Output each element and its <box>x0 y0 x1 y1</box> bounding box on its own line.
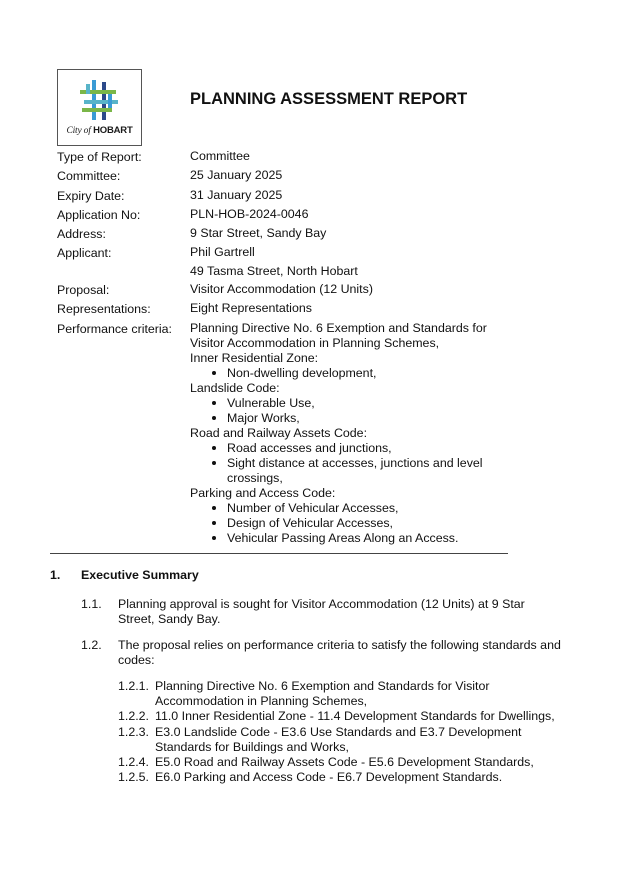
paragraph-line: The proposal relies on performance criteria to satisfy the following standards and <box>118 638 561 652</box>
meta-label: Performance criteria: <box>57 321 172 336</box>
meta-label: Representations: <box>57 302 151 317</box>
criteria-bullet-item: Vulnerable Use, <box>190 396 537 411</box>
standard-item-text <box>155 755 580 770</box>
paragraph-text <box>118 597 580 627</box>
standard-item-line: E5.0 Road and Railway Assets Code - E5.6 Development Standards, <box>155 755 534 770</box>
paragraph-line: codes: <box>118 653 155 667</box>
standard-item <box>118 725 580 755</box>
meta-value <box>190 186 537 205</box>
meta-value-line: Phil Gartrell <box>190 245 255 260</box>
criteria-line: crossings, <box>227 470 283 485</box>
meta-row <box>57 147 537 166</box>
meta-value-line: Eight Representations <box>190 301 312 316</box>
meta-value-line: PLN-HOB-2024-0046 <box>190 206 309 221</box>
criteria-line: Road and Railway Assets Code: <box>190 425 368 440</box>
standard-item-number: 1.2.1. <box>118 679 150 693</box>
criteria-bullet-item: Number of Vehicular Accesses, <box>190 501 537 516</box>
paragraph-line: Planning approval is sought for Visitor Accommodation (12 Units) at 9 Star <box>118 597 525 611</box>
meta-value <box>190 243 537 280</box>
standard-item-number: 1.2.2. <box>118 709 150 724</box>
criteria-bullet-item: Major Works, <box>190 411 537 426</box>
section-number: 1. <box>50 568 61 582</box>
performance-criteria-row <box>57 319 537 546</box>
meta-value <box>190 147 537 166</box>
meta-row <box>57 166 537 185</box>
meta-row <box>57 224 537 243</box>
meta-label: Expiry Date: <box>57 188 125 203</box>
performance-criteria-list <box>190 319 537 546</box>
standard-item <box>118 679 580 709</box>
meta-label: Proposal: <box>57 283 110 298</box>
standard-item-text <box>155 725 580 755</box>
meta-value-line: Visitor Accommodation (12 Units) <box>190 282 373 297</box>
meta-value <box>190 299 537 318</box>
standard-item-line: Planning Directive No. 6 Exemption and Standards for Visitor <box>155 679 490 693</box>
criteria-bullet-item: Design of Vehicular Accesses, <box>190 516 537 531</box>
standard-item <box>118 755 580 770</box>
paragraph-1-2 <box>81 638 580 668</box>
criteria-line: Visitor Accommodation in Planning Schemes, <box>190 335 440 350</box>
executive-summary-section <box>50 567 580 785</box>
criteria-bullet-item: Non-dwelling development, <box>190 366 537 381</box>
hobart-emblem-icon <box>80 80 120 122</box>
standard-item-number: 1.2.4. <box>118 755 150 770</box>
criteria-bullet-item: Vehicular Passing Areas Along an Access. <box>190 531 537 546</box>
section-heading <box>50 567 580 583</box>
standard-item-line: 11.0 Inner Residential Zone - 11.4 Development Standards for Dwellings, <box>155 709 555 724</box>
meta-value-line: 31 January 2025 <box>190 187 283 202</box>
standard-item-line: Accommodation in Planning Schemes, <box>155 694 368 709</box>
paragraph-line: Street, Sandy Bay. <box>118 612 221 626</box>
report-title: PLANNING ASSESSMENT REPORT <box>190 90 468 108</box>
meta-value <box>190 224 537 243</box>
logo-city-text: City of <box>66 126 91 136</box>
meta-label: Committee: <box>57 169 121 184</box>
paragraph-text <box>118 638 580 668</box>
meta-value <box>190 166 537 185</box>
city-of-hobart-logo <box>57 69 142 146</box>
meta-row <box>57 299 537 318</box>
criteria-line: Landslide Code: <box>190 380 280 395</box>
meta-value-line: 25 January 2025 <box>190 168 283 183</box>
standard-item-line: Standards for Buildings and Works, <box>155 739 349 754</box>
meta-value <box>190 280 537 299</box>
standard-item-text <box>155 770 580 785</box>
paragraph-number: 1.2. <box>81 638 102 652</box>
standard-item <box>118 770 580 785</box>
criteria-bullet-item: Sight distance at accesses, junctions and level <box>190 456 537 471</box>
meta-value-line: Committee <box>190 149 250 163</box>
criteria-line: Planning Directive No. 6 Exemption and Standards for <box>190 320 487 335</box>
meta-row <box>57 205 537 224</box>
standard-item-text <box>155 679 580 709</box>
meta-value <box>190 205 537 224</box>
meta-value-line: 9 Star Street, Sandy Bay <box>190 226 327 241</box>
section-heading-text: Executive Summary <box>81 568 199 582</box>
logo-hobart-text: HOBART <box>93 125 133 136</box>
report-details <box>57 147 537 546</box>
meta-row <box>57 186 537 205</box>
criteria-bullet-item: Road accesses and junctions, <box>190 441 537 456</box>
meta-row <box>57 280 537 299</box>
criteria-line: Inner Residential Zone: <box>190 350 319 365</box>
meta-value-line: 49 Tasma Street, North Hobart <box>190 263 358 278</box>
paragraph-number: 1.1. <box>81 597 102 611</box>
meta-label: Applicant: <box>57 246 112 261</box>
meta-label: Address: <box>57 227 106 242</box>
standards-list <box>50 679 580 785</box>
meta-row <box>57 243 537 280</box>
section-divider <box>50 553 508 554</box>
criteria-line: Parking and Access Code: <box>190 485 336 500</box>
standard-item-text <box>155 709 580 724</box>
standard-item-line: E3.0 Landslide Code - E3.6 Use Standards and E3.7 Development <box>155 724 522 739</box>
paragraph-1-1 <box>81 597 580 627</box>
standard-item-number: 1.2.5. <box>118 770 150 785</box>
standard-item <box>118 709 580 724</box>
standard-item-number: 1.2.3. <box>118 724 150 739</box>
standard-item-line: E6.0 Parking and Access Code - E6.7 Development Standards. <box>155 770 503 785</box>
meta-label: Type of Report: <box>57 150 142 164</box>
logo-wordmark <box>58 125 141 136</box>
meta-label: Application No: <box>57 207 141 222</box>
